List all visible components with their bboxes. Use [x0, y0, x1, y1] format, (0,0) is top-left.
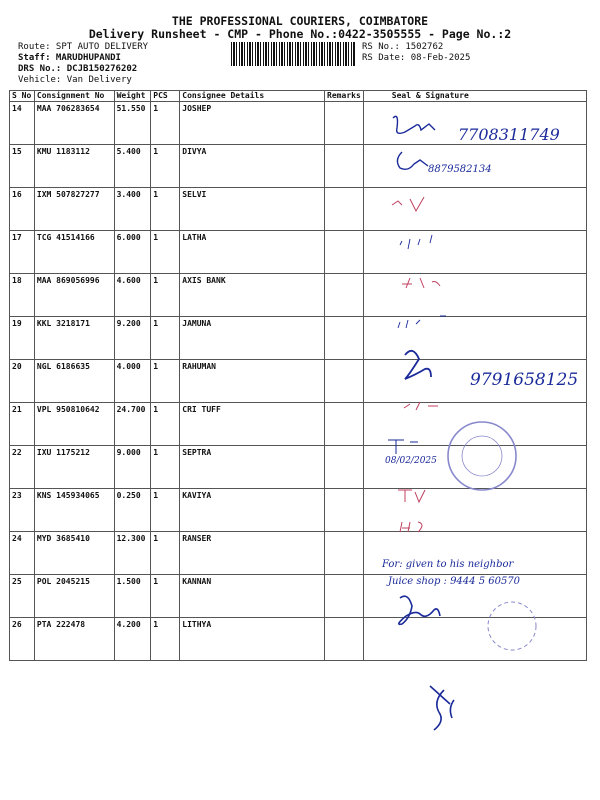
cell-pcs: 1 [151, 145, 180, 188]
cell-consignment: PTA 222478 [34, 618, 114, 661]
signature-15 [397, 152, 428, 169]
cell-sno: 19 [10, 317, 35, 360]
signature-26 [399, 596, 440, 624]
cell-sno: 20 [10, 360, 35, 403]
cell-sno: 22 [10, 446, 35, 489]
seal-stamp-22 [448, 422, 516, 490]
cell-weight: 5.400 [114, 145, 151, 188]
cell-weight: 1.500 [114, 575, 151, 618]
cell-weight: 6.000 [114, 231, 151, 274]
cell-pcs: 1 [151, 102, 180, 145]
cell-consignment: MAA 706283654 [34, 102, 114, 145]
cell-sno: 15 [10, 145, 35, 188]
mark-21 [404, 402, 438, 410]
cell-consignee: AXIS BANK [180, 274, 325, 317]
col-sno: S No [10, 91, 35, 102]
cell-consignee: LATHA [180, 231, 325, 274]
handwritten-date-22: 08/02/2025 [385, 456, 437, 466]
cell-consignment: VPL 950810642 [34, 403, 114, 446]
cell-sno: 14 [10, 102, 35, 145]
scribble-bottom [430, 686, 454, 730]
cell-consignment: KNS 145934065 [34, 489, 114, 532]
mark-17 [400, 235, 432, 249]
cell-consignee: CRI TUFF [180, 403, 325, 446]
cell-consignment: IXU 1175212 [34, 446, 114, 489]
signature-20 [405, 351, 431, 379]
col-weight: Weight [114, 91, 151, 102]
seal-stamp-26 [488, 602, 536, 650]
cell-weight: 3.400 [114, 188, 151, 231]
rs-date: RS Date: 08-Feb-2025 [362, 53, 471, 63]
cell-weight: 12.300 [114, 532, 151, 575]
cell-consignee: JAMUNA [180, 317, 325, 360]
handwritten-phone-14: 7708311749 [458, 125, 560, 144]
cell-weight: 4.200 [114, 618, 151, 661]
cell-consignment: TCG 41514166 [34, 231, 114, 274]
cell-pcs: 1 [151, 360, 180, 403]
cell-sno: 16 [10, 188, 35, 231]
cell-pcs: 1 [151, 188, 180, 231]
mark-24 [400, 522, 422, 532]
cell-consignment: MAA 869056996 [34, 274, 114, 317]
cell-pcs: 1 [151, 274, 180, 317]
drs-line: DRS No.: DCJB150276202 [18, 64, 138, 74]
cell-consignee: LITHYA [180, 618, 325, 661]
cell-consignment: KKL 3218171 [34, 317, 114, 360]
route-line: Route: SPT AUTO DELIVERY [18, 42, 149, 52]
handwritten-note-25-line1: For: given to his neighbor [382, 559, 514, 570]
cell-pcs: 1 [151, 618, 180, 661]
signature-14 [393, 116, 435, 133]
cell-sno: 23 [10, 489, 35, 532]
cell-consignee: KANNAN [180, 575, 325, 618]
cell-sno: 26 [10, 618, 35, 661]
cell-pcs: 1 [151, 575, 180, 618]
cell-pcs: 1 [151, 231, 180, 274]
cell-consignment: KMU 1183112 [34, 145, 114, 188]
handwritten-note-25-line2: Juice shop : 9444 5 60570 [388, 576, 521, 587]
cell-consignee: JOSHEP [180, 102, 325, 145]
cell-pcs: 1 [151, 532, 180, 575]
col-consignee: Consignee Details [180, 91, 325, 102]
cell-weight: 51.550 [114, 102, 151, 145]
cell-consignment: POL 2045215 [34, 575, 114, 618]
mark-19 [398, 316, 446, 328]
cell-sno: 17 [10, 231, 35, 274]
col-consignment: Consignment No [34, 91, 114, 102]
cell-weight: 4.600 [114, 274, 151, 317]
company-name: THE PROFESSIONAL COURIERS, COIMBATORE [171, 14, 429, 28]
cell-consignee: KAVIYA [180, 489, 325, 532]
cell-sno: 21 [10, 403, 35, 446]
cell-weight: 4.000 [114, 360, 151, 403]
cell-pcs: 1 [151, 403, 180, 446]
cell-consignment: NGL 6186635 [34, 360, 114, 403]
cell-consignee: SEPTRA [180, 446, 325, 489]
cell-sno: 18 [10, 274, 35, 317]
col-remarks: Remarks [325, 91, 364, 102]
cell-pcs: 1 [151, 317, 180, 360]
cell-pcs: 1 [151, 446, 180, 489]
cell-consignee: RANSER [180, 532, 325, 575]
cell-sno: 24 [10, 532, 35, 575]
handwritten-phone-15: 8879582134 [428, 164, 492, 175]
vehicle-line: Vehicle: Van Delivery [18, 75, 132, 85]
cell-weight: 24.700 [114, 403, 151, 446]
cell-consignee: SELVI [180, 188, 325, 231]
cell-consignee: RAHUMAN [180, 360, 325, 403]
col-signature: Seal & Signature [363, 91, 586, 102]
runsheet-title: Delivery Runsheet - CMP - Phone No.:0422-3505555 - Page No.:2 [88, 27, 512, 41]
col-pcs: PCS [151, 91, 180, 102]
mark-22 [388, 440, 418, 454]
staff-line: Staff: MARUDHUPANDI [18, 53, 121, 63]
cell-weight: 9.200 [114, 317, 151, 360]
cell-consignment: IXM 507827277 [34, 188, 114, 231]
rs-number: RS No.: 1502762 [362, 42, 444, 52]
cell-consignment: MYD 3685410 [34, 532, 114, 575]
cell-sno: 25 [10, 575, 35, 618]
handwritten-phone-20: 9791658125 [470, 370, 579, 390]
cell-weight: 9.000 [114, 446, 151, 489]
cell-pcs: 1 [151, 489, 180, 532]
mark-23 [398, 490, 425, 502]
mark-16 [392, 197, 424, 211]
cell-consignee: DIVYA [180, 145, 325, 188]
cell-weight: 0.250 [114, 489, 151, 532]
mark-18 [402, 278, 440, 288]
